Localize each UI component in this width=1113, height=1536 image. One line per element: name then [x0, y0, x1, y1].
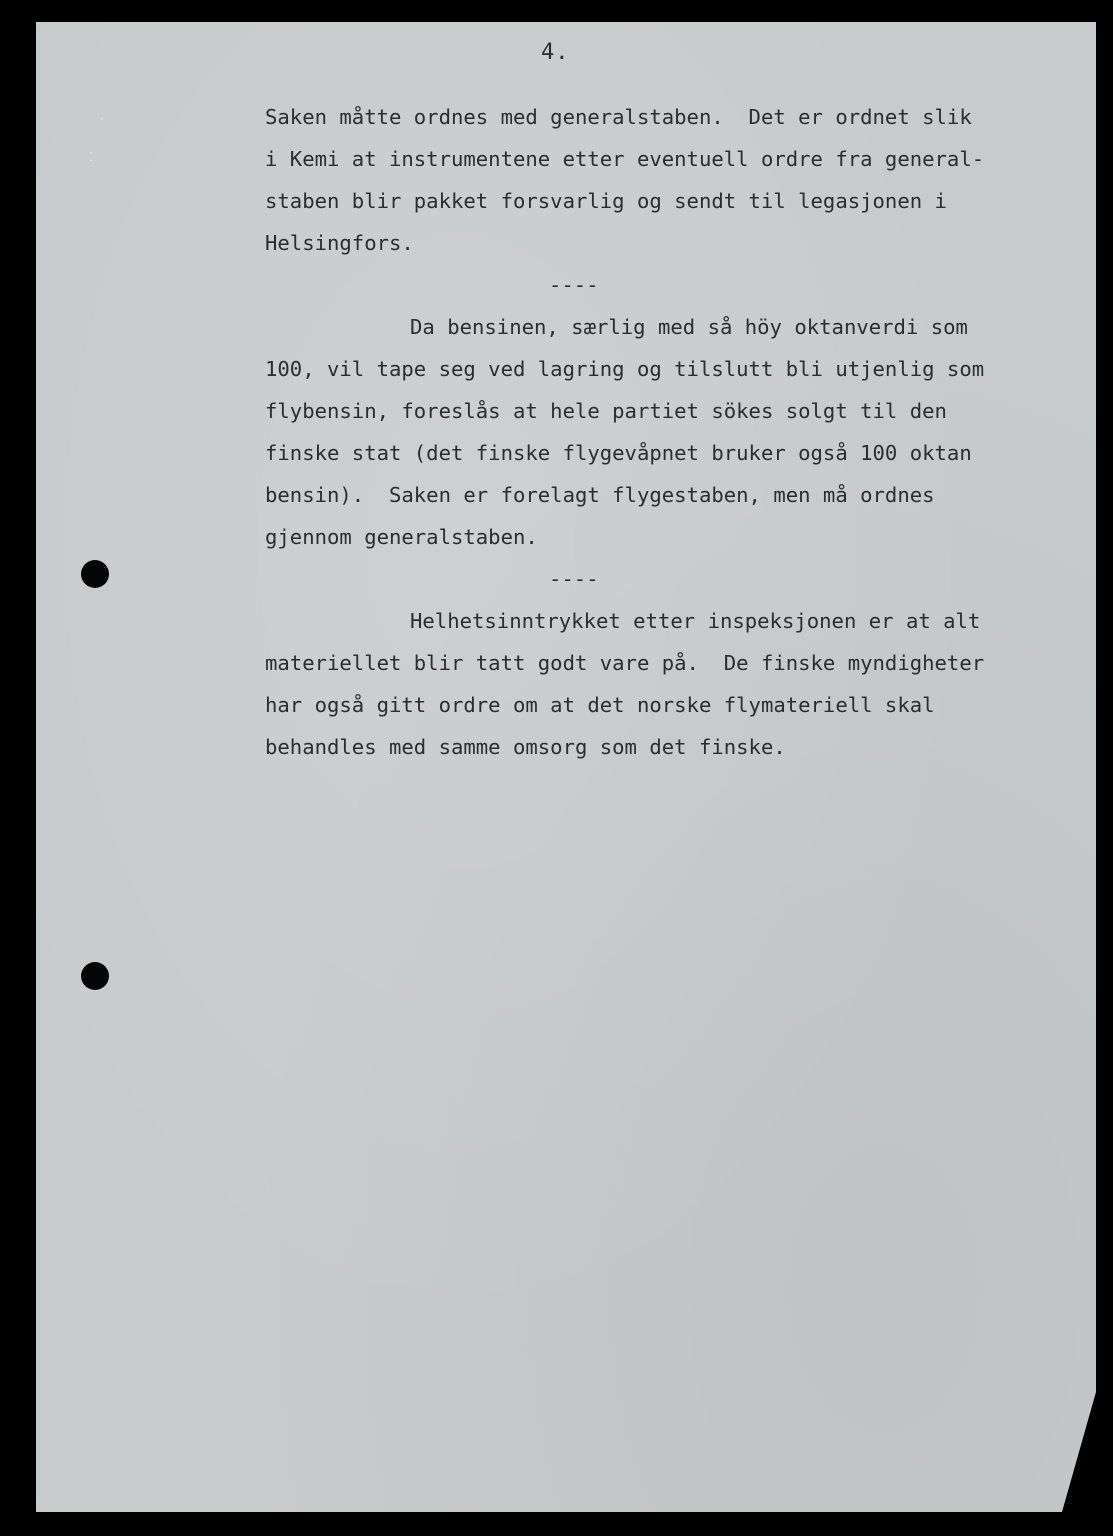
- text-line: 100, vil tape seg ved lagring og tilslutt bli utjenlig som: [265, 357, 985, 381]
- text-line: bensin). Saken er forelagt flygestaben, men må ordnes: [265, 483, 935, 507]
- page-number: 4.: [541, 40, 570, 65]
- text-line: Helsingfors.: [265, 231, 414, 255]
- text-line: Helhetsinntrykket etter inspeksjonen er at alt: [410, 609, 981, 633]
- punch-hole-lower: [81, 962, 109, 990]
- section-separator: ----: [549, 567, 599, 591]
- torn-corner: [1062, 1392, 1096, 1512]
- typed-text-body: [265, 96, 1045, 768]
- text-line: gjennom generalstaben.: [265, 525, 538, 549]
- text-line: flybensin, foreslås at hele partiet sökes solgt til den: [265, 399, 947, 423]
- section-separator: ----: [549, 273, 599, 297]
- margin-speck: ⁚: [89, 150, 93, 164]
- margin-speck: ·: [100, 112, 104, 126]
- punch-hole-upper: [81, 560, 109, 588]
- text-line: Da bensinen, særlig med så höy oktanverdi som: [410, 315, 968, 339]
- text-line: staben blir pakket forsvarlig og sendt til legasjonen i: [265, 189, 947, 213]
- text-line: i Kemi at instrumentene etter eventuell ordre fra general-: [265, 147, 985, 171]
- text-line: materiellet blir tatt godt vare på. De finske myndigheter: [265, 651, 985, 675]
- text-line: har også gitt ordre om at det norske flymateriell skal: [265, 693, 935, 717]
- text-line: finske stat (det finske flygevåpnet bruker også 100 oktan: [265, 441, 972, 465]
- text-line: behandles med samme omsorg som det finske.: [265, 735, 786, 759]
- text-line: Saken måtte ordnes med generalstaben. Det er ordnet slik: [265, 105, 972, 129]
